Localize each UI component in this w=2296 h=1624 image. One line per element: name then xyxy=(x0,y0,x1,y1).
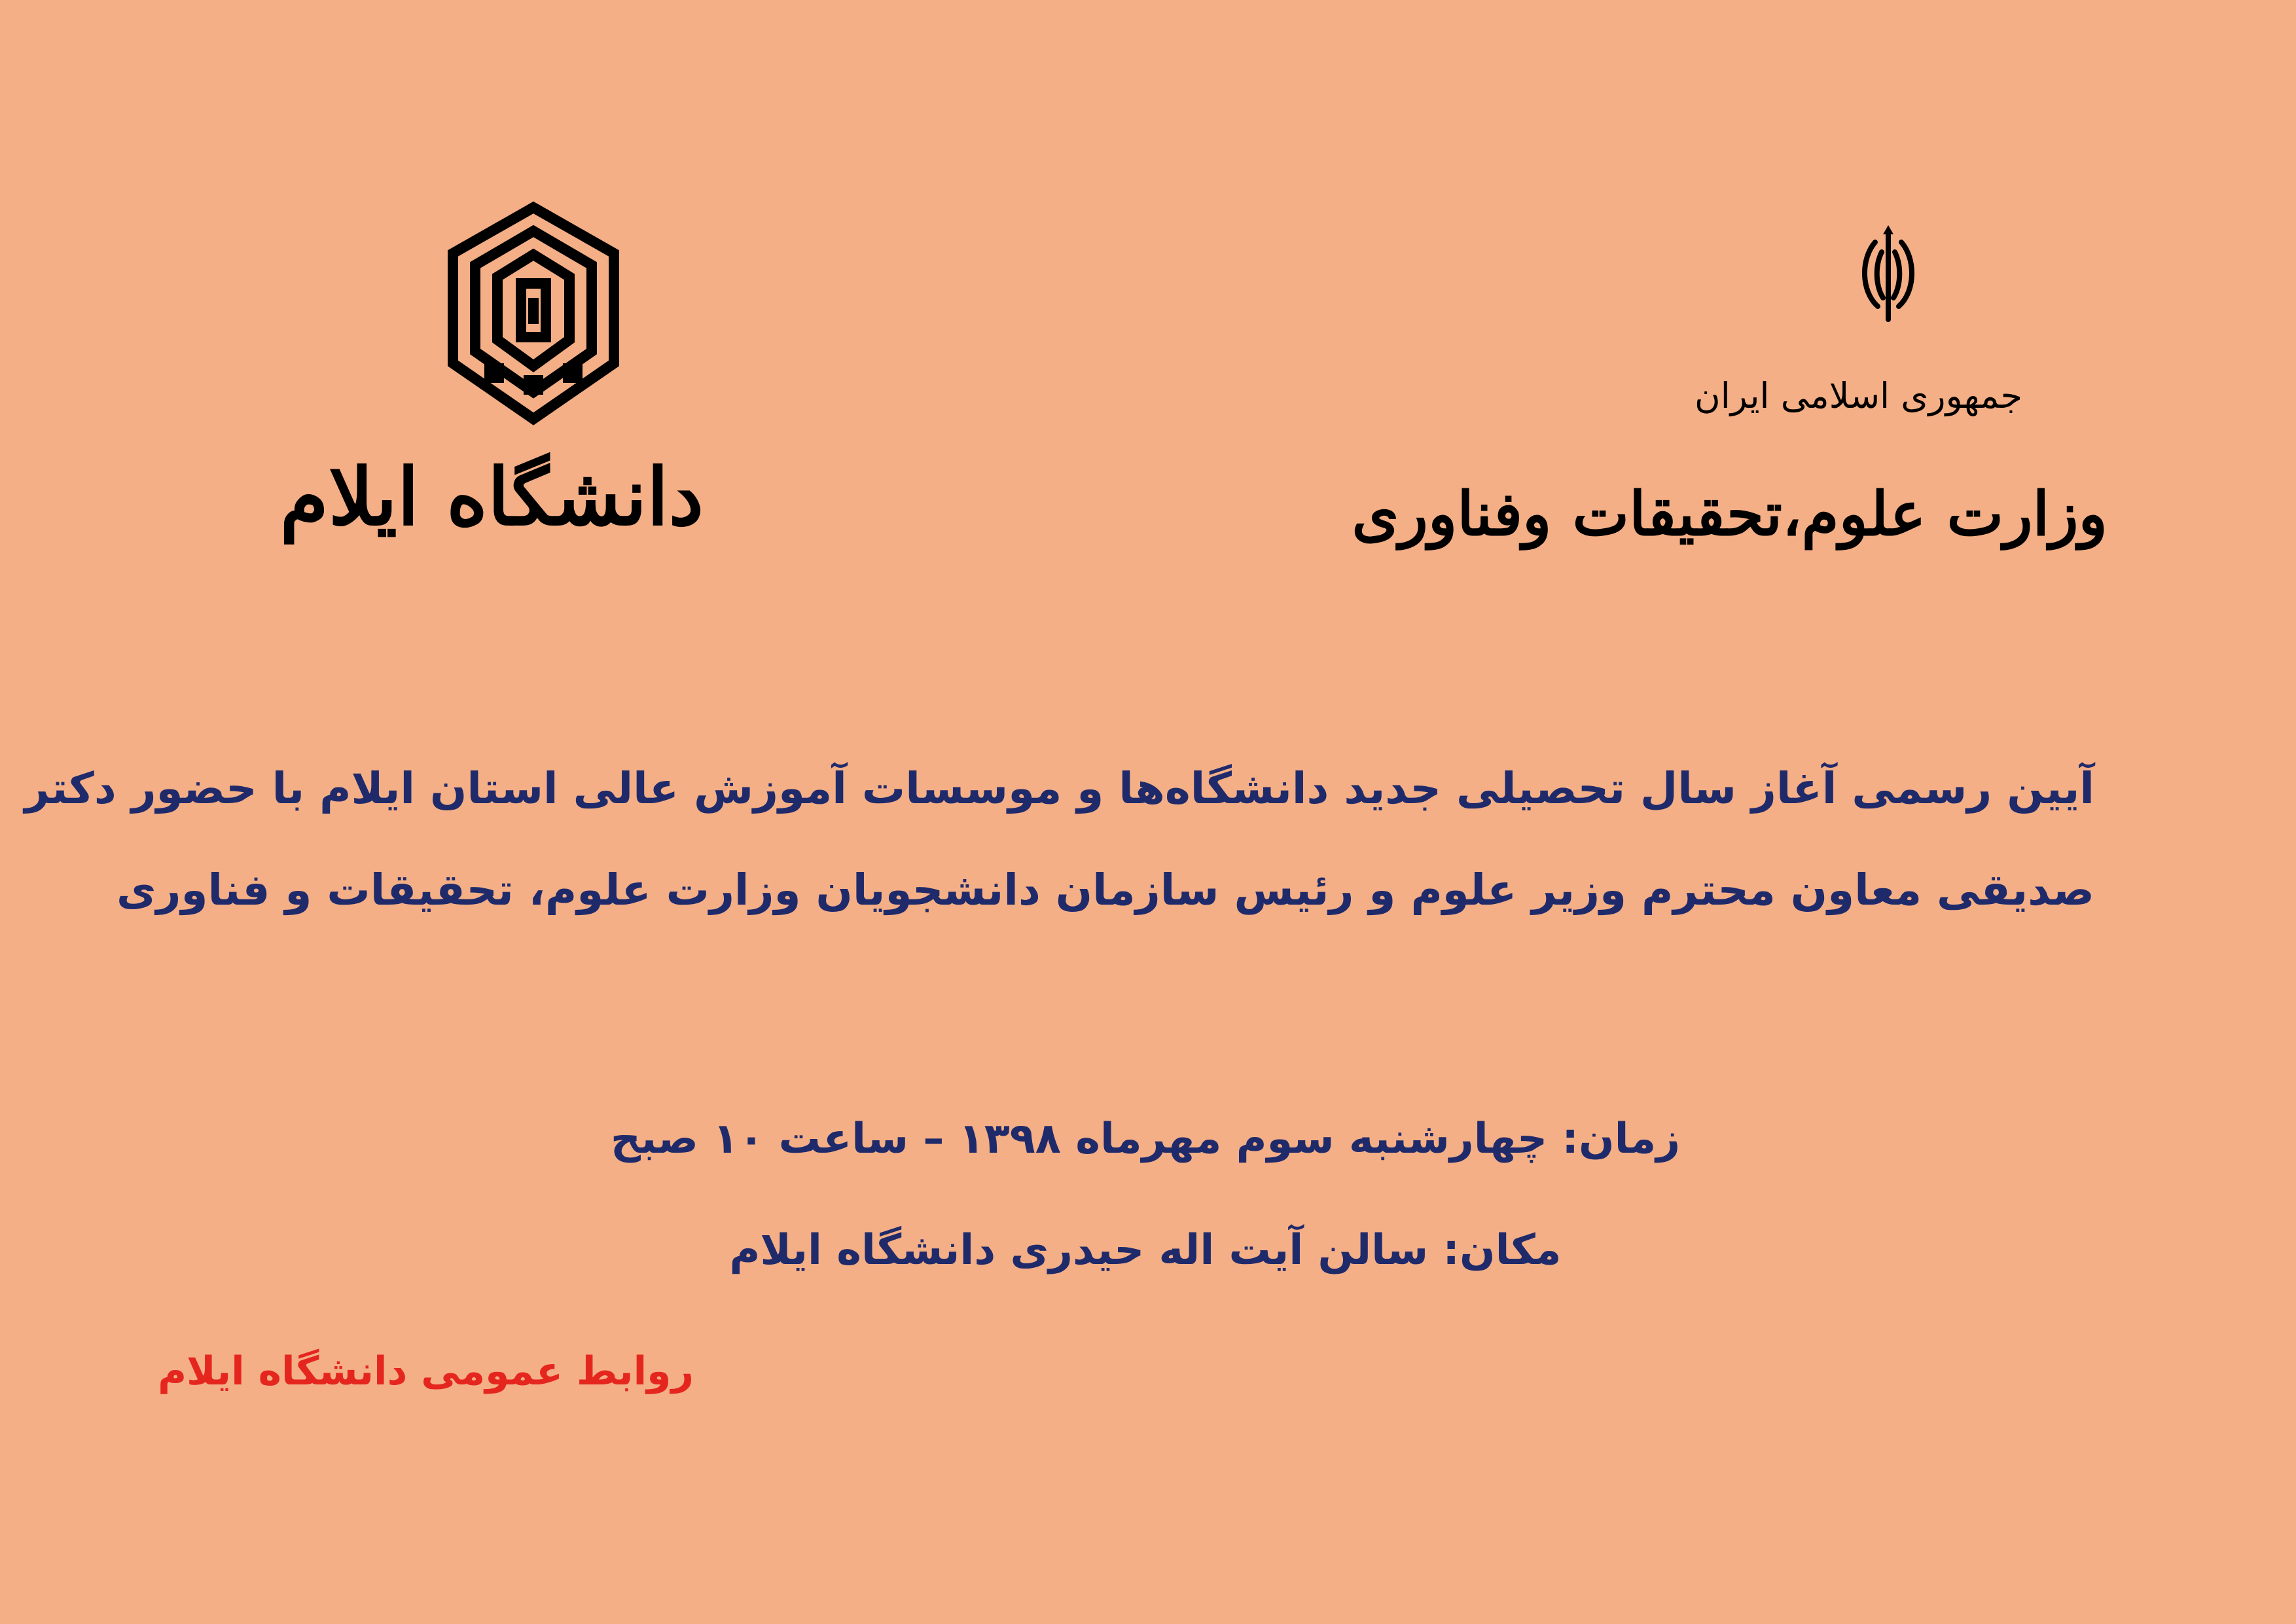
ministry-name: وزارت علوم،تحقیقات وفناوری xyxy=(1352,478,2108,549)
ministry-logo xyxy=(1352,216,2108,609)
iran-emblem-icon xyxy=(1856,223,1921,327)
ministry-country-name: جمهوری اسلامی ایران xyxy=(1695,375,2022,416)
university-wordmark: دانشگاه ایلام xyxy=(279,451,704,543)
university-emblem-icon xyxy=(445,200,622,429)
public-relations-signature: روابط عمومی دانشگاه ایلام xyxy=(158,1348,694,1394)
university-logo xyxy=(279,196,704,589)
event-title-line-2: صدیقی معاون محترم وزیر علوم و رئیس سازمان دانشجویان وزارت علوم، تحقیقات و فناوری xyxy=(116,865,2094,915)
event-title-line-1: آیین رسمی آغاز سال تحصیلی جدید دانشگاه‌ها و موسسات آموزش عالی استان ایلام با حضور دکتر xyxy=(24,763,2094,814)
event-place: مکان: سالن آیت اله حیدری دانشگاه ایلام xyxy=(729,1226,1562,1274)
event-time: زمان: چهارشنبه سوم مهرماه ۱۳۹۸ – ساعت ۱۰ صبح xyxy=(610,1115,1681,1163)
